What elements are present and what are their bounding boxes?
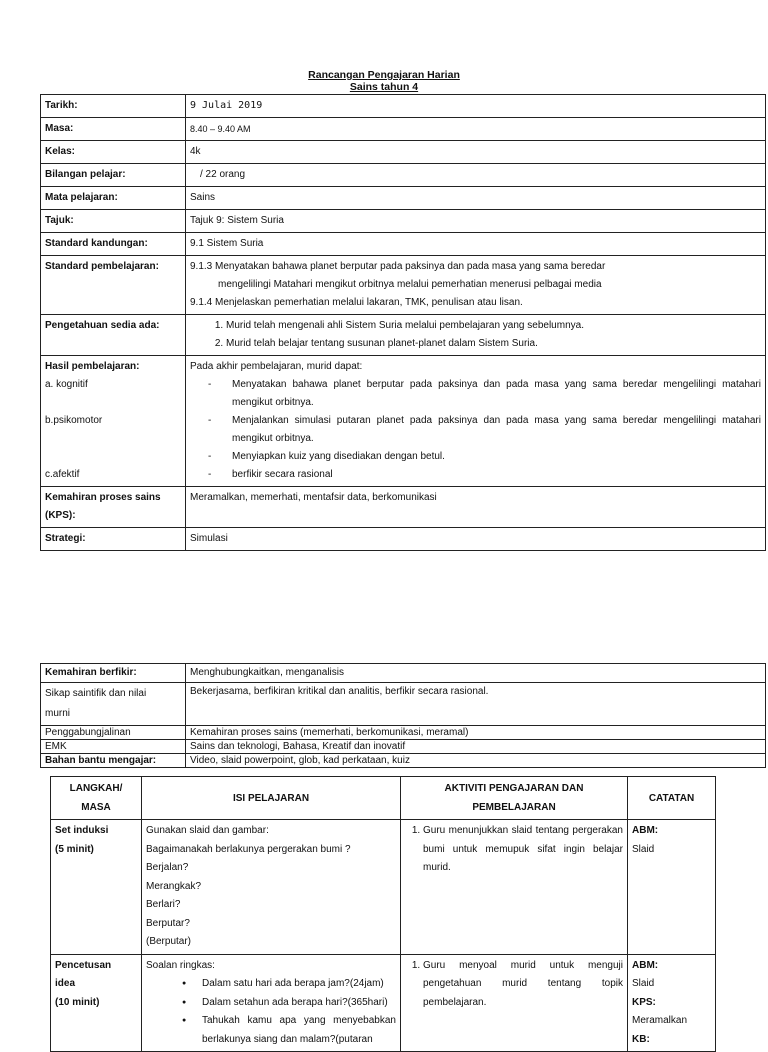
row-value: 9 Julai 2019 [186, 95, 766, 118]
catatan-cell [628, 954, 716, 1052]
hasil-intro: Pada akhir pembelajaran, murid dapat: [190, 361, 363, 372]
title-line-2: Sains tahun 4 [349, 81, 419, 93]
row-label: Pengetahuan sedia ada: [41, 315, 186, 356]
isi-line: Berputar? [146, 917, 190, 929]
catatan-label: KPS: [632, 996, 656, 1008]
row-value [186, 315, 766, 356]
header-text: MASA [81, 802, 111, 813]
row-label: Kelas: [41, 141, 186, 164]
header-catatan: CATATAN [628, 777, 716, 820]
table-row [41, 187, 766, 210]
row-label: Standard pembelajaran: [41, 256, 186, 315]
table-row [41, 233, 766, 256]
table-row [51, 954, 716, 1052]
row-label: Bilangan pelajar: [41, 164, 186, 187]
isi-cell [142, 820, 401, 955]
sikap-label-1: Sikap saintifik dan nilai [45, 688, 147, 699]
header-langkah [51, 777, 142, 820]
isi-line: Soalan ringkas: [146, 959, 215, 971]
row-value: Bekerjasama, berfikiran kritikal dan analitis, berfikir secara rasional. [186, 683, 766, 726]
aktiviti-item: 1. Guru menunjukkan slaid tentang pergerakan bumi untuk memupuk sifat ingin belajar murid. [423, 822, 623, 878]
list-item: - Menyiapkan kuiz yang disediakan dengan betul. [208, 448, 761, 466]
list-item: 2. Murid telah belajar tentang susunan planet-planet dalam Sistem Suria. [226, 335, 761, 353]
catatan-value: Slaid [632, 978, 655, 989]
catatan-value: Meramalkan [632, 1015, 688, 1026]
step-name: Set induksi [55, 825, 109, 836]
list-item: - Menyatakan bahawa planet berputar pada paksinya dan pada masa yang sama beredar mengelilingi matahari mengikut orbitnya. [208, 376, 761, 412]
isi-line: (Berputar) [146, 936, 192, 947]
isi-cell [142, 954, 401, 1052]
row-value: Meramalkan, memerhati, mentafsir data, berkomunikasi [186, 487, 766, 528]
header-aktiviti [401, 777, 628, 820]
standard-line-1: 9.1.3 Menyatakan bahawa planet berputar pada paksinya dan pada masa yang sama beredar [190, 261, 606, 272]
table-row [41, 164, 766, 187]
row-label: Kemahiran berfikir: [41, 664, 186, 683]
row-value: Tajuk 9: Sistem Suria [186, 210, 766, 233]
table-row [41, 141, 766, 164]
info-table-2 [40, 663, 766, 768]
step-name: idea [55, 978, 76, 989]
table-row [41, 754, 766, 768]
aktiviti-cell [401, 820, 628, 955]
row-value: Sains [186, 187, 766, 210]
list-item: ● Tahukah kamu apa yang menyebabkan berlakunya siang dan malam?(putaran [182, 1012, 396, 1049]
catatan-label: KB: [632, 1033, 650, 1045]
list-item: ● Dalam setahun ada berapa hari?(365hari) [182, 994, 396, 1013]
row-value: Sains dan teknologi, Bahasa, Kreatif dan inovatif [186, 740, 766, 754]
row-value: 4k [186, 141, 766, 164]
row-value [186, 256, 766, 315]
kps-label-1: Kemahiran proses sains [45, 492, 161, 503]
step-time: (10 minit) [55, 996, 100, 1008]
table-row [41, 95, 766, 118]
document-title [0, 69, 768, 93]
table-row [41, 256, 766, 315]
step-cell [51, 820, 142, 955]
aktiviti-cell [401, 954, 628, 1052]
isi-line: Merangkak? [146, 880, 202, 892]
isi-line: Berjalan? [146, 862, 189, 873]
table-row [41, 528, 766, 551]
row-value: 8.40 – 9.40 AM [186, 118, 766, 141]
header-text: LANGKAH/ [69, 783, 123, 794]
row-value [186, 356, 766, 487]
list-item: - berfikir secara rasional [208, 466, 761, 484]
catatan-label: ABM: [632, 825, 659, 836]
table-row [41, 315, 766, 356]
student-count: / 22 orang [200, 169, 246, 180]
row-label: Penggabungjalinan [41, 726, 186, 740]
title-line-1: Rancangan Pengajaran Harian [308, 69, 460, 81]
row-label: Standard kandungan: [41, 233, 186, 256]
row-value [186, 164, 766, 187]
header-text: PEMBELAJARAN [472, 802, 556, 813]
table-row [41, 726, 766, 740]
table-row [41, 664, 766, 683]
table-row [41, 683, 766, 726]
lesson-table [50, 776, 716, 1052]
step-name: Pencetusan [55, 959, 112, 971]
list-item: - Menjalankan simulasi putaran planet pada paksinya dan pada masa yang sama beredar mengelilingi matahari mengikut orbitnya. [208, 412, 761, 448]
sikap-label-2: murni [45, 708, 71, 719]
catatan-cell [628, 820, 716, 955]
row-label: Masa: [41, 118, 186, 141]
isi-line: Bagaimanakah berlakunya pergerakan bumi ? [146, 843, 351, 855]
row-value: Kemahiran proses sains (memerhati, berkomunikasi, meramal) [186, 726, 766, 740]
row-value: Menghubungkaitkan, menganalisis [186, 664, 766, 683]
row-label: Tarikh: [41, 95, 186, 118]
aktiviti-item: 1. Guru menyoal murid untuk menguji pengetahuan murid tentang topik pembelajaran. [423, 957, 623, 1013]
row-label: Mata pelajaran: [41, 187, 186, 210]
catatan-label: ABM: [632, 959, 659, 971]
table-row [41, 740, 766, 754]
isi-line: Gunakan slaid dan gambar: [146, 825, 269, 836]
step-time: (5 minit) [55, 843, 94, 855]
table-row [41, 356, 766, 487]
list-item: ● Dalam satu hari ada berapa jam?(24jam) [182, 975, 396, 994]
hasil-sub-c: c.afektif [45, 469, 80, 480]
table-row [41, 118, 766, 141]
kps-label-2: (KPS): [45, 510, 76, 521]
header-text: AKTIVITI PENGAJARAN DAN [444, 783, 584, 794]
hasil-label: Hasil pembelajaran: [45, 361, 140, 372]
row-label: Strategi: [41, 528, 186, 551]
row-label: Tajuk: [41, 210, 186, 233]
row-label [41, 356, 186, 487]
isi-line: Berlari? [146, 899, 181, 910]
table-header-row [51, 777, 716, 820]
standard-line-3: 9.1.4 Menjelaskan pemerhatian melalui lakaran, TMK, penulisan atau lisan. [190, 297, 523, 308]
info-table [40, 94, 766, 551]
header-isi: ISI PELAJARAN [142, 777, 401, 820]
step-cell [51, 954, 142, 1052]
hasil-sub-b: b.psikomotor [45, 415, 103, 426]
row-label [41, 487, 186, 528]
hasil-sub-a: a. kognitif [45, 379, 88, 390]
table-row [51, 820, 716, 955]
row-value: 9.1 Sistem Suria [186, 233, 766, 256]
standard-line-2: mengelilingi Matahari mengikut orbitnya melalui pemerhatian menerusi pelbagai media [218, 279, 602, 290]
table-row [41, 210, 766, 233]
catatan-value: Slaid [632, 843, 655, 855]
list-item: 1. Murid telah mengenali ahli Sistem Suria melalui pembelajaran yang sebelumnya. [226, 317, 761, 335]
table-row [41, 487, 766, 528]
row-label [41, 683, 186, 726]
row-value: Simulasi [186, 528, 766, 551]
row-label: EMK [41, 740, 186, 754]
row-label: Bahan bantu mengajar: [41, 754, 186, 768]
row-value: Video, slaid powerpoint, glob, kad perkataan, kuiz [186, 754, 766, 768]
